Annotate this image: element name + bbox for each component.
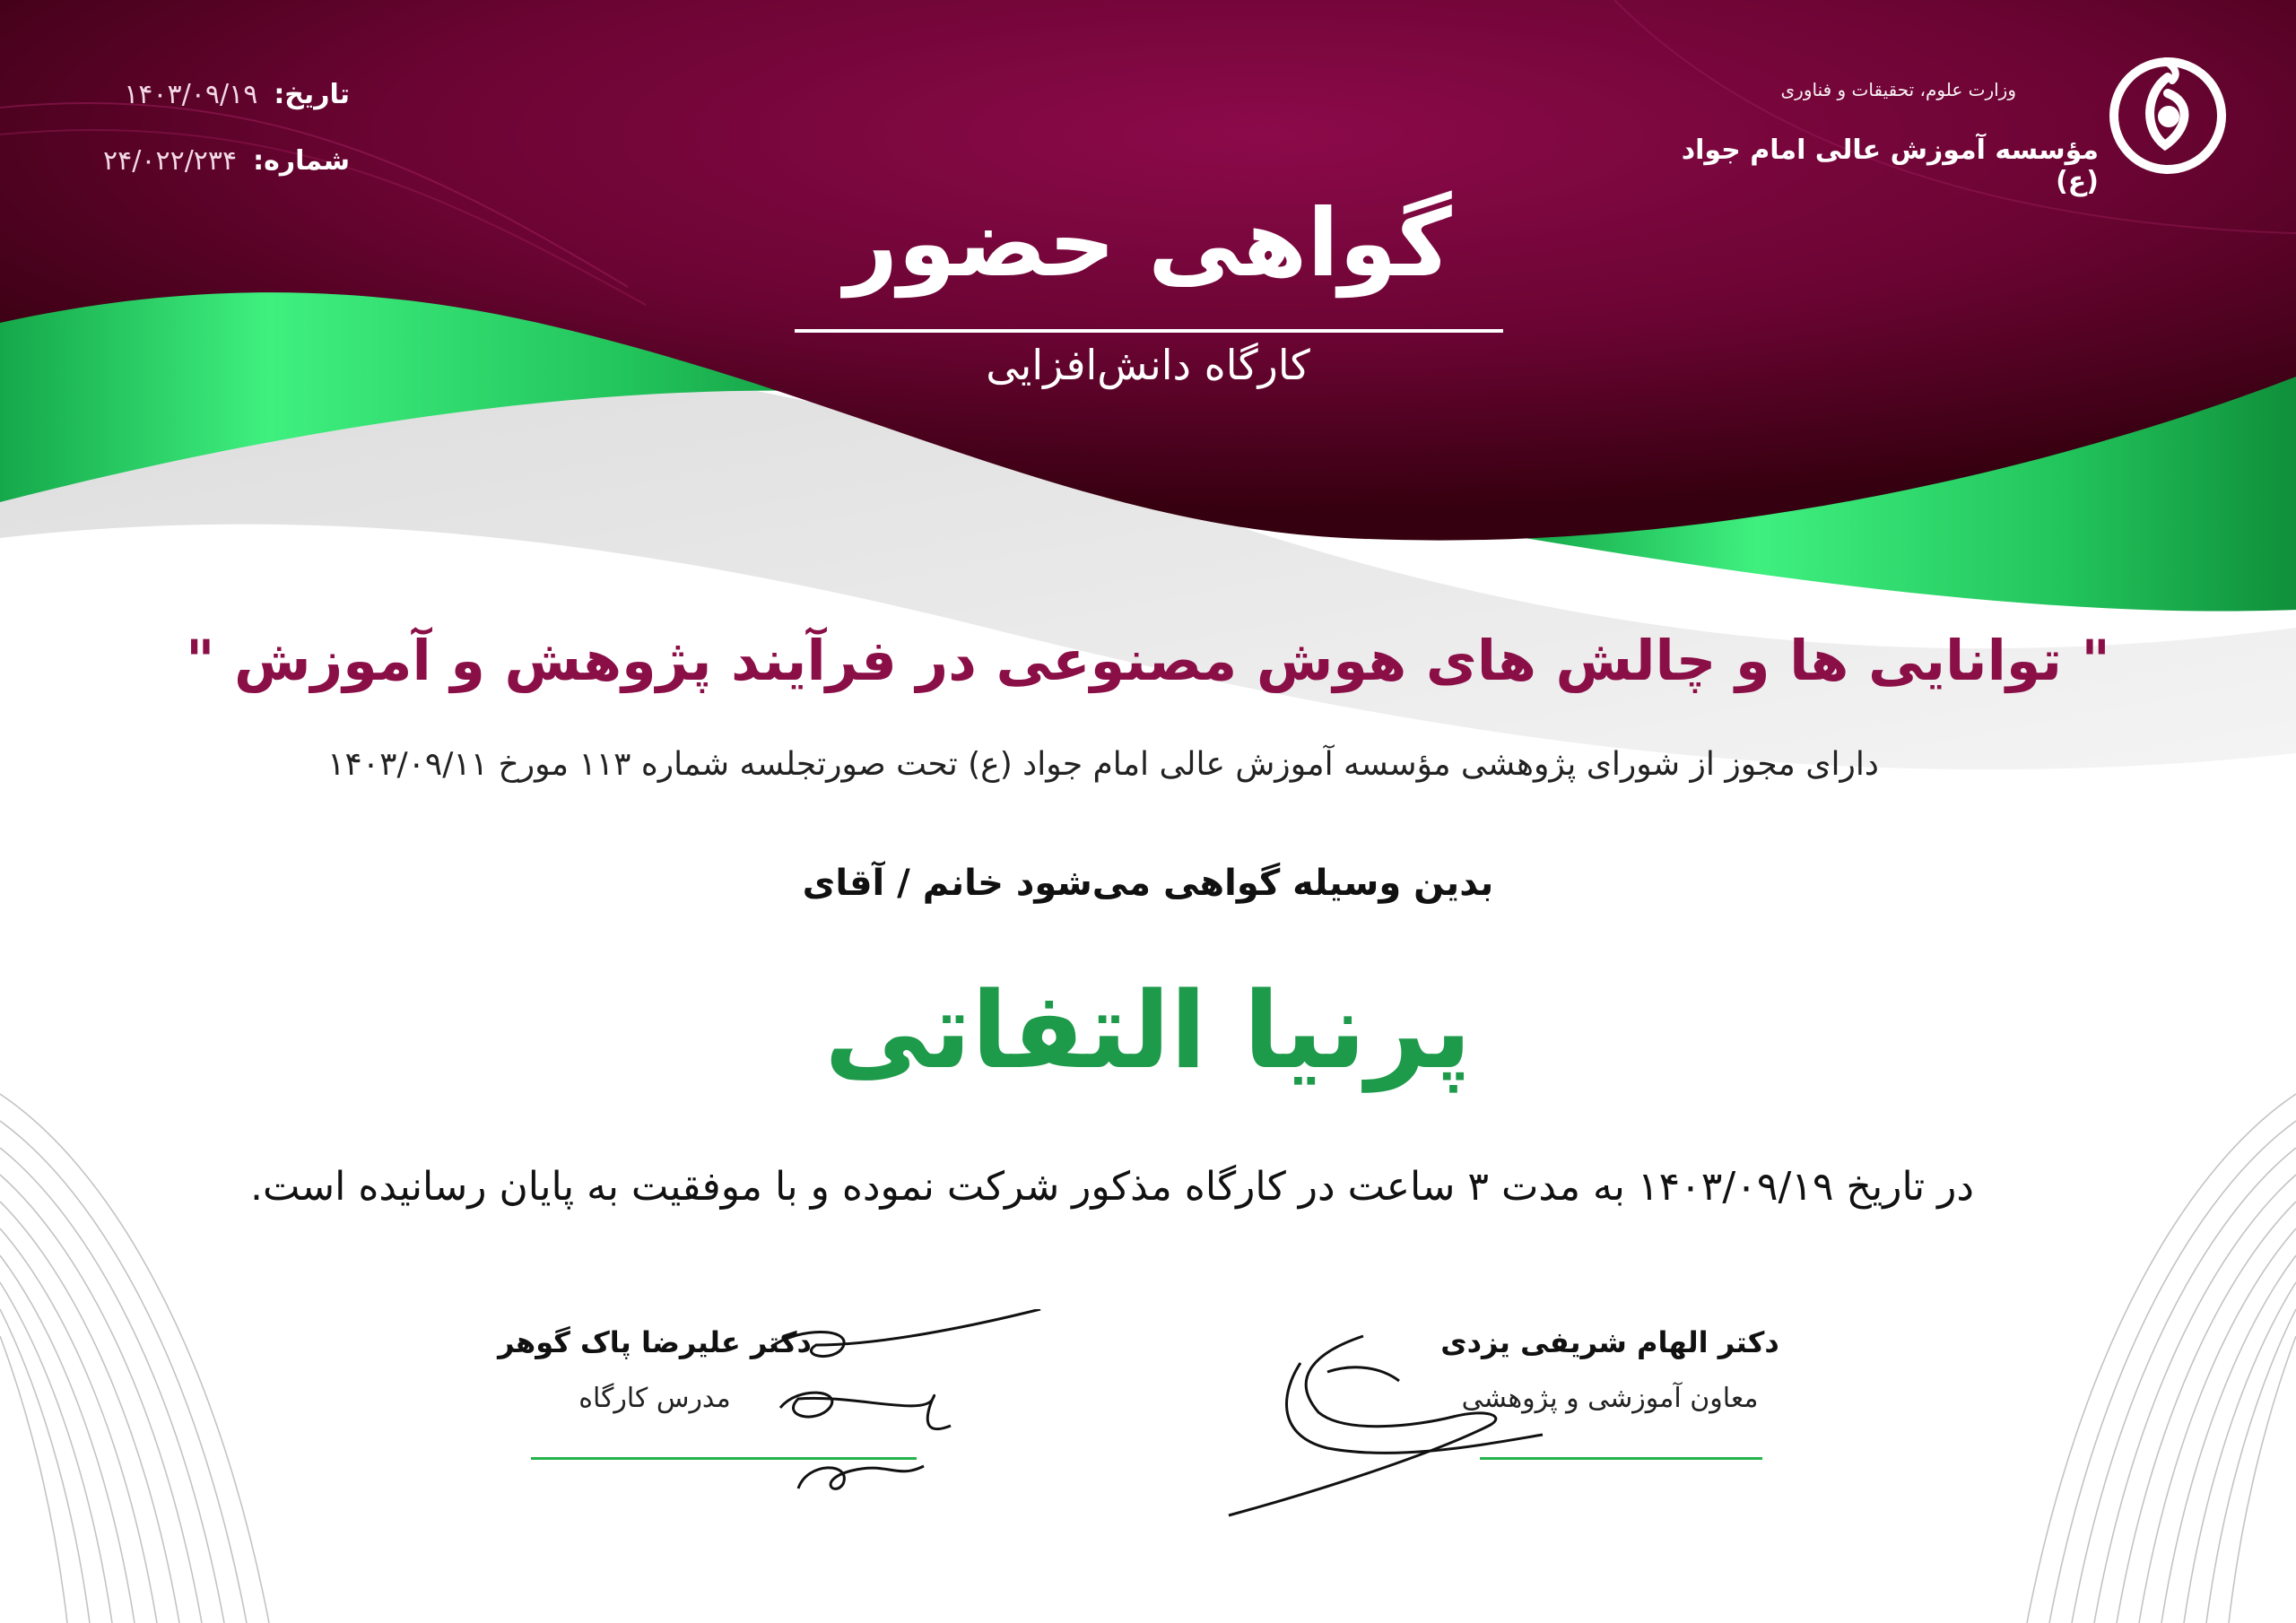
signatory-role: معاون آموزشی و پژوهشی <box>1461 1383 1759 1414</box>
institute-name: مؤسسه آموزش عالی امام جواد (ع) <box>1681 135 2099 197</box>
date-label: تاریخ: <box>274 79 350 110</box>
signatory-name: دکتر الهام شریفی یزدی <box>1440 1325 1779 1359</box>
certificate-title: گواهی حضور <box>844 188 1452 298</box>
number-label: شماره: <box>253 145 350 177</box>
workshop-topic: " توانایی ها و چالش های هوش مصنوعی در فرآیند پژوهش و آموزش " <box>186 628 2110 693</box>
number-row <box>81 145 350 177</box>
title-divider <box>795 329 1503 333</box>
date-row <box>81 79 350 110</box>
signature-instructor <box>744 1309 1049 1497</box>
ministry-name: وزارت علوم، تحقیقات و فناوری <box>1780 79 2016 100</box>
institute-block <box>1632 79 2099 197</box>
statement-line: در تاریخ ۱۴۰۳/۰۹/۱۹ به مدت ۳ ساعت در کارگاه مذکور شرکت نموده و با موفقیت به پایان رسانیده است. <box>250 1164 1974 1210</box>
signatory-role: مدرس کارگاه <box>578 1383 731 1414</box>
date-value: ۱۴۰۳/۰۹/۱۹ <box>124 79 258 110</box>
institute-logo-icon <box>2109 57 2226 174</box>
recipient-name: پرنیا التفاتی <box>824 968 1472 1092</box>
certificate-subtitle: کارگاه دانش‌افزایی <box>986 341 1310 389</box>
license-line: دارای مجوز از شورای پژوهشی مؤسسه آموزش عالی امام جواد (ع) تحت صورتجلسه شماره ۱۱۳ مورخ ۱۴۰۳/۰۹/۱۱ <box>327 746 1879 783</box>
attest-line: بدین وسیله گواهی می‌شود خانم / آقای <box>802 863 1494 904</box>
signatory-name: دکتر علیرضا پاک گوهر <box>498 1325 812 1359</box>
number-value: ۲۴/۰۲۲/۲۳۴ <box>103 145 238 177</box>
signature-deputy <box>1220 1327 1561 1524</box>
